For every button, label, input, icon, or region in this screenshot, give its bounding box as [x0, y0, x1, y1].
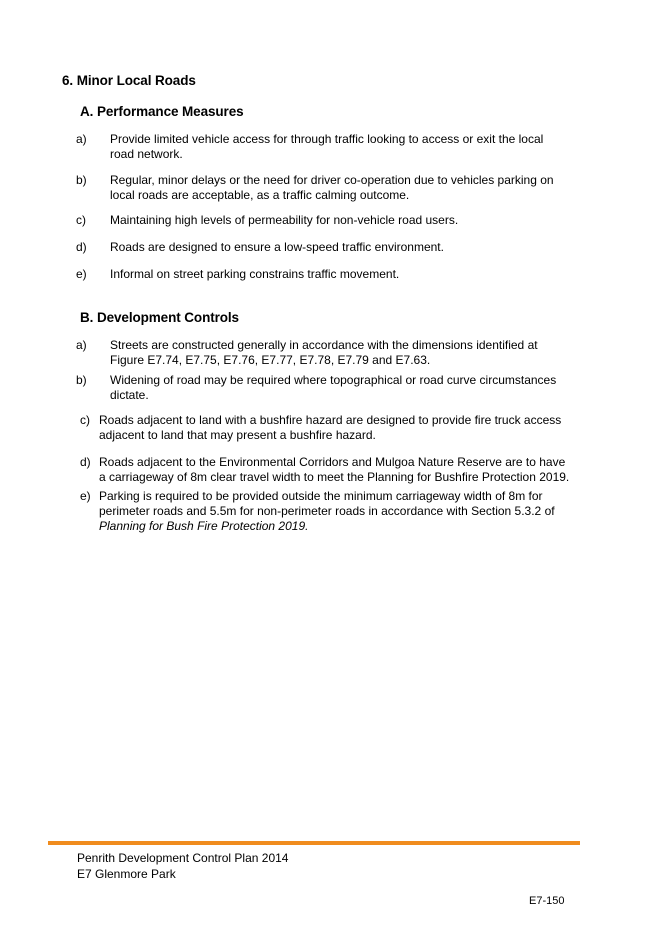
item-line: Regular, minor delays or the need for driver co-operation due to vehicles parking on	[110, 173, 554, 187]
item-line: Widening of road may be required where topographical or road curve circumstances	[110, 373, 557, 387]
item-line: Roads adjacent to the Environmental Corridors and Mulgoa Nature Reserve are to have	[99, 455, 566, 469]
footer-orange-rule	[48, 841, 580, 845]
item-line-italic: Planning for Bush Fire Protection 2019.	[99, 519, 309, 533]
item-line: a carriageway of 8m clear travel width to meet the Planning for Bushfire Protection 2019.	[99, 470, 570, 484]
page-number: E7-150	[529, 895, 565, 907]
development-controls-heading: B. Development Controls	[80, 310, 239, 325]
item-line: perimeter roads and 5.5m for non-perimeter roads in accordance with Section 5.3.2 of	[99, 504, 555, 518]
item-line: Figure E7.74, E7.75, E7.76, E7.77, E7.78, E7.79 and E7.63.	[110, 353, 431, 367]
item-line: road network.	[110, 147, 183, 161]
performance-measures-heading: A. Performance Measures	[80, 104, 244, 119]
item-letter: a)	[76, 132, 87, 146]
item-letter: d)	[76, 240, 87, 254]
item-line: dictate.	[110, 388, 149, 402]
item-letter: b)	[76, 173, 87, 187]
item-line: Roads adjacent to land with a bushfire hazard are designed to provide fire truck access	[99, 413, 562, 427]
item-line: Provide limited vehicle access for through traffic looking to access or exit the local	[110, 132, 544, 146]
item-letter: d)	[80, 455, 91, 469]
item-letter: e)	[76, 267, 87, 281]
item-letter: c)	[76, 213, 86, 227]
item-letter: a)	[76, 338, 87, 352]
footer-document-title: Penrith Development Control Plan 2014	[77, 851, 289, 865]
item-line: local roads are acceptable, as a traffic calming outcome.	[110, 188, 410, 202]
item-letter: b)	[76, 373, 87, 387]
section-title: 6. Minor Local Roads	[62, 73, 196, 88]
item-letter: c)	[80, 413, 90, 427]
item-line: Roads are designed to ensure a low-speed traffic environment.	[110, 240, 444, 254]
item-line: Streets are constructed generally in accordance with the dimensions identified at	[110, 338, 538, 352]
item-line: Parking is required to be provided outside the minimum carriageway width of 8m for	[99, 489, 543, 503]
footer-section-name: E7 Glenmore Park	[77, 867, 176, 881]
item-line: adjacent to land that may present a bushfire hazard.	[99, 428, 376, 442]
item-line: Informal on street parking constrains traffic movement.	[110, 267, 400, 281]
item-letter: e)	[80, 489, 91, 503]
item-line: Maintaining high levels of permeability for non-vehicle road users.	[110, 213, 459, 227]
